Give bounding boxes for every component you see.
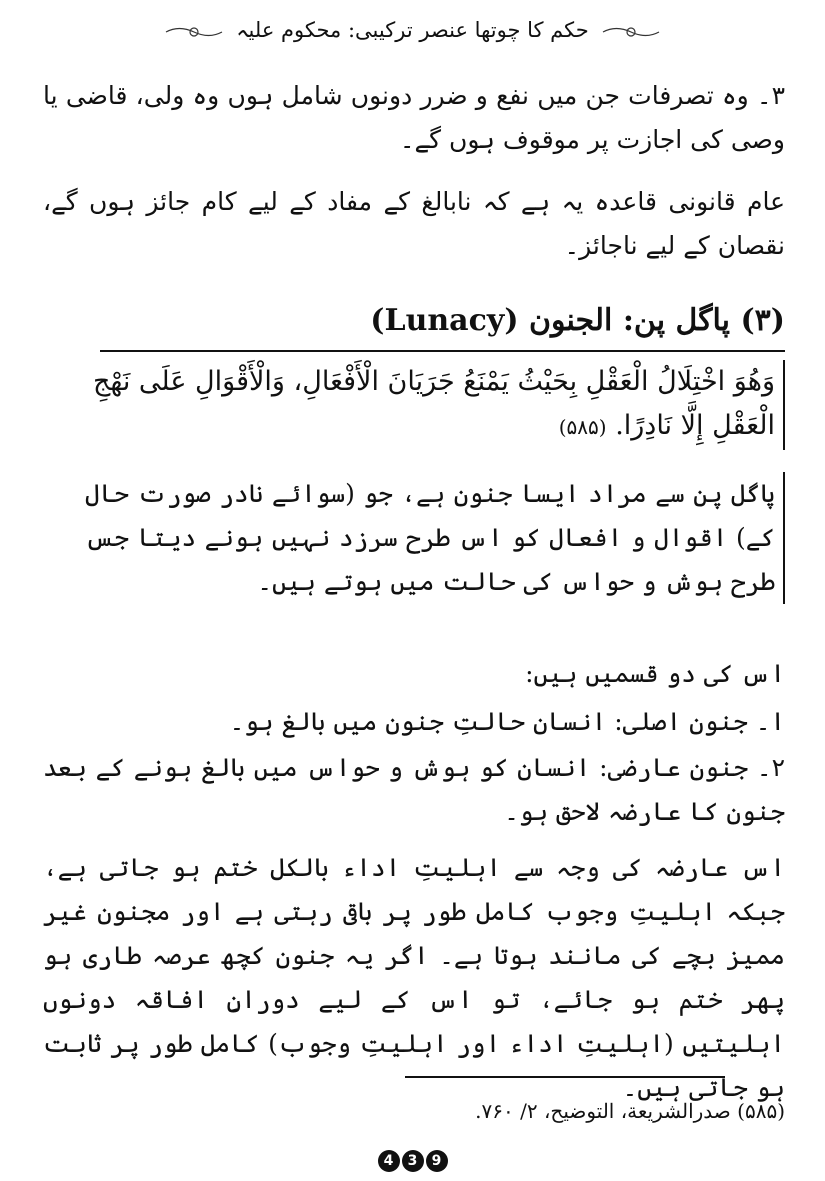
- ornament-icon: [601, 23, 661, 41]
- paragraph-4: ا۔ جنون اصلی: انسان حالتِ جنون میں بالغ ہو۔: [229, 707, 785, 736]
- translation-paragraph: پاگل پن سے مراد ایسا جنون ہے، جو (سوائے نادر صورت حال کے) اقوال و افعال کو اس طرح سرزد نہیں ہونے دیتا جس طرح ہوش و حواس کی حالت میں ہوتے ہیں۔: [85, 472, 785, 604]
- page-number-digit: 9: [426, 1150, 448, 1172]
- paragraph-6: اس عارضہ کی وجہ سے اہلیتِ اداء بالکل ختم ہو جاتی ہے، جبکہ اہلیتِ وجوب کامل طور پر باقی رہتی ہے اور مجنون غیر ممیز بچے کی مانند ہوتا ہے۔ اگر یہ جنون کچھ عرصہ طاری ہو پھر ختم ہو جائے، تو اس کے لیے دورانِ افاقہ دونوں اہلیتیں (اہلیتِ اداء اور اہلیتِ وجوب) کامل طور پر ثابت ہو جاتی ہیں۔: [43, 853, 785, 1102]
- ornament-icon: [164, 23, 224, 41]
- paragraph-2: عام قانونی قاعدہ یہ ہے کہ نابالغ کے مفاد کے لیے کام جائز ہوں گے، نقصان کے لیے ناجائز۔: [43, 187, 785, 260]
- paragraph-5: ۲۔ جنون عارضی: انسان کو ہوش و حواس میں بالغ ہونے کے بعد جنون کا عارضہ لاحق ہو۔: [43, 753, 785, 826]
- section-heading: (۳) پاگل پن: الجنون (Lunacy): [100, 296, 785, 352]
- page-number: [0, 1150, 825, 1172]
- arabic-quote: [85, 360, 785, 450]
- footnote-divider: [405, 1076, 725, 1078]
- paragraph-3: اس کی دو قسمیں ہیں:: [525, 659, 785, 688]
- running-header: [0, 18, 825, 42]
- arabic-quote-text: وَهُوَ اخْتِلَالُ الْعَقْلِ بِحَيْثُ يَمْنَعُ جَرَيَانَ الْأَفْعَالِ، وَالْأَقْوَالِ عَلَى نَهْجِ الْعَقْلِ إِلَّا نَادِرًا.: [92, 366, 775, 441]
- page-number-digit: 4: [378, 1150, 400, 1172]
- footnote-reference: (۵۸۵): [558, 415, 607, 439]
- footnote: (۵۸۵) صدرالشريعة، التوضيح، ۲/ ۷۶۰.: [475, 1099, 785, 1123]
- header-title: حکم کا چوتھا عنصر ترکیبی: محکوم علیہ: [236, 18, 589, 42]
- page-number-digit: 3: [402, 1150, 424, 1172]
- paragraph-1: ۳۔ وہ تصرفات جن میں نفع و ضرر دونوں شامل ہوں وہ ولی، قاضی یا وصی کی اجازت پر موقوف ہوں گے۔: [43, 81, 785, 154]
